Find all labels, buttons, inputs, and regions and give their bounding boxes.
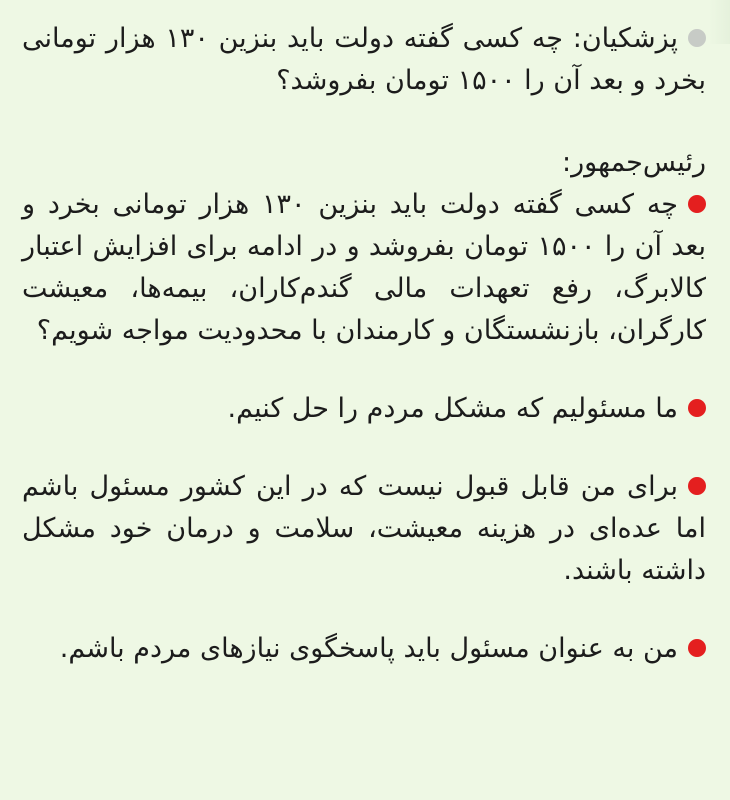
point-text-2: ما مسئولیم که مشکل مردم را حل کنیم. (227, 393, 678, 424)
point-paragraph-1 (22, 184, 706, 352)
spacer (22, 592, 706, 628)
point-text-1: چه کسی گفته دولت باید بنزین ۱۳۰ هزار تومانی بخرد و بعد آن را ۱۵۰۰ تومان بفروشد و در ادامه برای افزایش اعتبار کالابرگ، رفع تعهدات مالی گندم‌کاران، بیمه‌ها، معیشت کارگران، بازنشستگان و کارمندان با محدودیت مواجه شویم؟ (22, 189, 706, 346)
bubble-corner-shade (708, 0, 730, 44)
point-paragraph-4 (22, 628, 706, 670)
speaker-header: رئیس‌جمهور: (562, 147, 706, 178)
spacer (22, 102, 706, 142)
gray-dot-icon (688, 29, 706, 47)
spacer (22, 352, 706, 388)
red-dot-icon (688, 399, 706, 417)
point-paragraph-3 (22, 466, 706, 592)
red-dot-icon (688, 195, 706, 213)
point-text-3: برای من قابل قبول نیست که در این کشور مسئول باشم اما عده‌ای در هزینه معیشت، سلامت و درمان خود مشکل داشته باشند. (22, 471, 706, 586)
quote-text: پزشکیان: چه کسی گفته دولت باید بنزین ۱۳۰ هزار تومانی بخرد و بعد آن را ۱۵۰۰ تومان بفروشد؟ (22, 23, 706, 96)
red-dot-icon (688, 477, 706, 495)
point-paragraph-2 (22, 388, 706, 430)
point-text-4: من به عنوان مسئول باید پاسخگوی نیازهای مردم باشم. (59, 633, 678, 664)
quote-paragraph (22, 18, 706, 102)
red-dot-icon (688, 639, 706, 657)
spacer (22, 430, 706, 466)
